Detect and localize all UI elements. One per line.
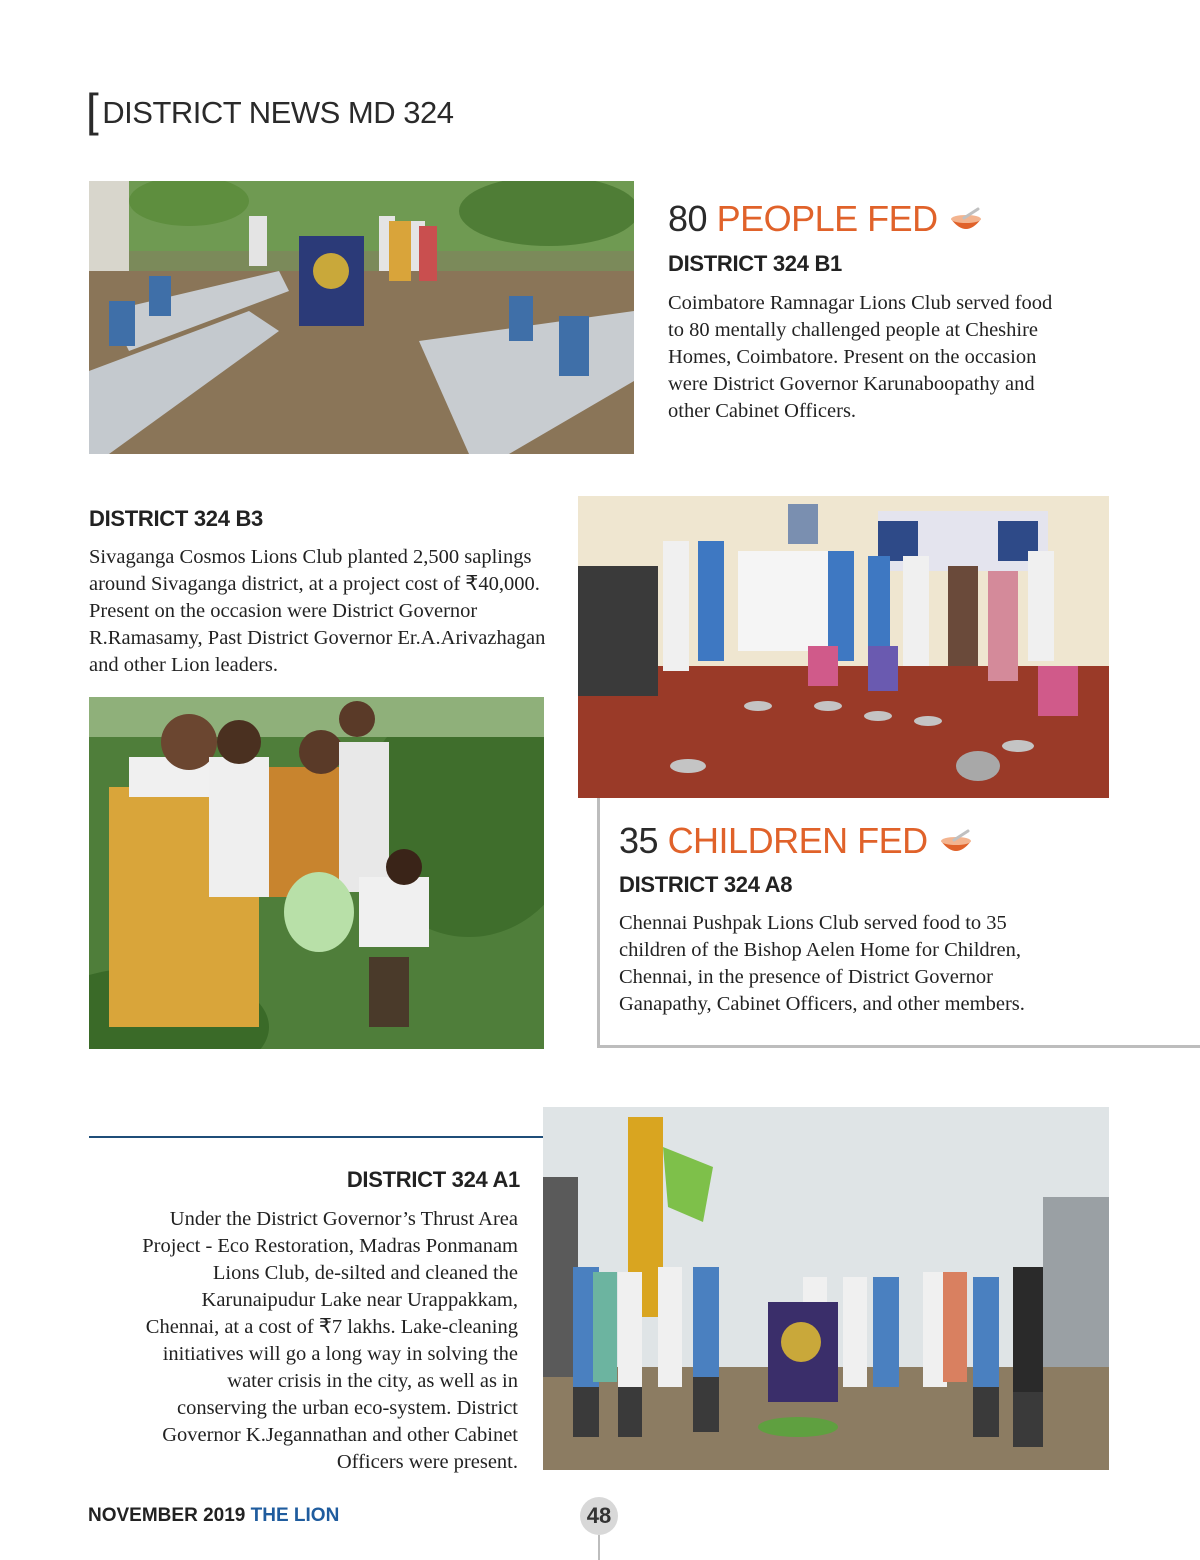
blue-rule (89, 1136, 544, 1138)
headline-number: 35 (619, 820, 659, 861)
section-bracket: [ (86, 84, 99, 136)
headline-number: 80 (668, 198, 708, 239)
district-b3: DISTRICT 324 B3 (89, 506, 263, 531)
story2-body: Sivaganga Cosmos Lions Club planted 2,500 saplings around Sivaganga district, at a project cost of ₹40,000. Present on the occasion were District Governor R.Ramasamy, Past District Governor Er.A.Arivazhagan and other Lion leaders. (89, 546, 546, 676)
photo-people-fed (89, 181, 634, 454)
food-bowl-icon (948, 204, 984, 234)
food-bowl-icon (938, 826, 974, 856)
story4-body: Under the District Governor’s Thrust Area Project - Eco Restoration, Madras Ponmanam Lions Club, de-silted and cleaned the Karunaipudur Lake near Urappakkam, Chennai, at a cost of ₹7 lakhs. Lake-cleaning initiatives will go a long way in solving the water crisis in the city, as well as in conserving the urban eco-system. District Governor K.Jegannathan and other Cabinet Officers were present. (142, 1208, 518, 1473)
district-a1: DISTRICT 324 A1 (346, 1167, 520, 1192)
headline-people-fed (668, 198, 984, 240)
story3-body: Chennai Pushpak Lions Club served food to 35 children of the Bishop Aelen Home for Children, Chennai, in the presence of District Governor Ganapathy, Cabinet Officers, and other members. (619, 912, 1025, 1015)
photo-children-fed (578, 496, 1109, 798)
headline-word: CHILDREN FED (667, 820, 928, 861)
headline-word: PEOPLE FED (716, 198, 938, 239)
photo-sapling-planting (89, 697, 544, 1049)
section-header (86, 84, 454, 138)
headline-children-fed (619, 820, 974, 862)
page-number: 48 (580, 1497, 618, 1535)
frame-horizontal-line (597, 1045, 1200, 1048)
footer-divider (598, 1535, 600, 1560)
section-title: DISTRICT NEWS MD 324 (102, 95, 454, 130)
photo-lake-restoration (543, 1107, 1109, 1470)
footer-date: NOVEMBER 2019 (88, 1505, 246, 1526)
frame-vertical-line (597, 798, 600, 1048)
footer-issue (88, 1505, 339, 1527)
district-a8: DISTRICT 324 A8 (619, 872, 793, 897)
footer-magazine: THE LION (250, 1505, 340, 1526)
story1-body: Coimbatore Ramnagar Lions Club served food to 80 mentally challenged people at Cheshire Homes, Coimbatore. Present on the occasion were District Governor Karunaboopathy and other Cabinet Officers. (668, 292, 1053, 422)
district-b1: DISTRICT 324 B1 (668, 251, 842, 276)
